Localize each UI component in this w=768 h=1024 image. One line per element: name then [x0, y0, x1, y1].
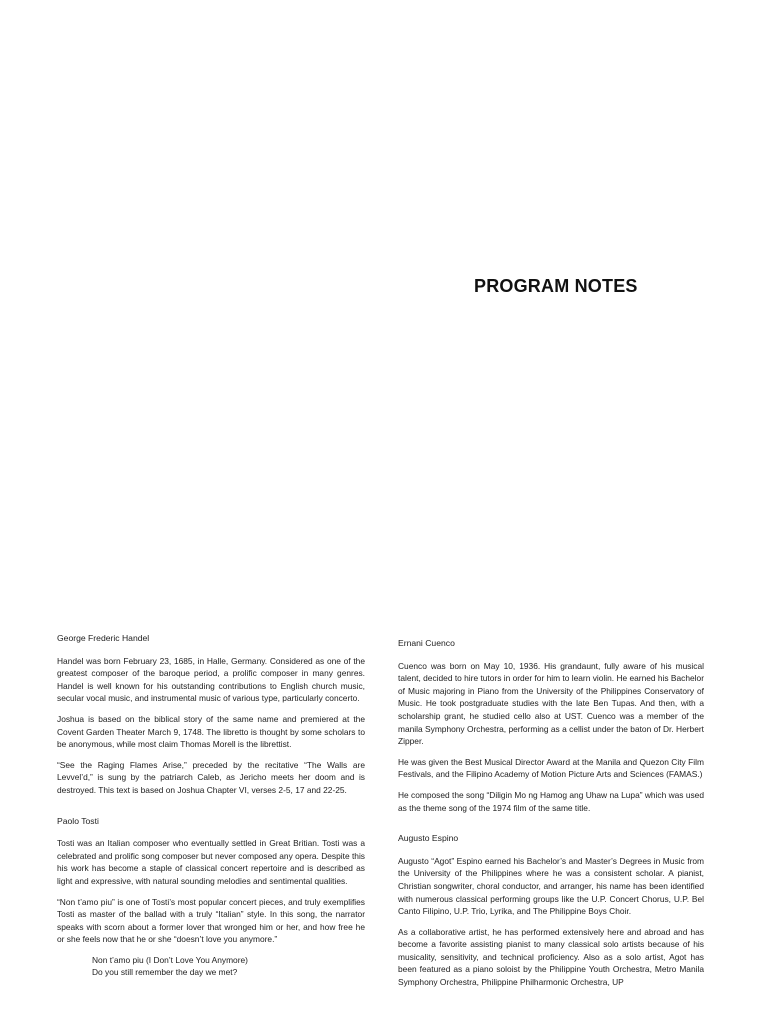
tosti-paragraph-1: Tosti was an Italian composer who eventually settled in Great Britian. Tosti was a celebrated and prolific song composer but never composed any opera. Despite this his work has become a staple of classical concert repertoire and is described as light and expressive, with natural sounding melodies and sentimental qualities. — [57, 838, 365, 886]
tosti-section — [57, 815, 365, 980]
song-line-2: Do you still remember the day we met? — [92, 967, 238, 978]
cuenco-heading: Ernani Cuenco — [398, 638, 455, 648]
tosti-paragraph-2: “Non t’amo piu” is one of Tosti’s most popular concert pieces, and truly exemplifies Tosti as master of the ballad with a truly “Italian” style. In this song, the narrator speaks with scorn about a former lover that wronged him or her, and how free he or she feels now that he or she “doesn’t love you anymore.” — [57, 896, 365, 945]
left-column — [57, 632, 365, 997]
handel-paragraph-3: “See the Raging Flames Arise,” preceded by the recitative “The Walls are Levvel’d,” is sung by the patriarch Caleb, as Jericho meets her doom and is destroyed. This text is based on Joshua Chapter VI, verses 2-5, 17 and 22-25. — [57, 759, 365, 795]
song-line-1: Non t’amo piu (I Don’t Love You Anymore) — [92, 954, 248, 965]
cuenco-section — [398, 637, 704, 814]
espino-paragraph-2: As a collaborative artist, he has performed extensively here and abroad and has become a favorite assisting pianist to many classical solo artists because of his musicality, sensitivity, and technical proficiency. Also as a solo artist, Agot has been featured as a piano soloist by the Philippine Youth Orchestra, Metro Manila Symphony Orchestra, Philippine Philharmonic Orchestra, UP — [398, 926, 704, 988]
tosti-heading: Paolo Tosti — [57, 815, 99, 826]
cuenco-paragraph-1: Cuenco was born on May 10, 1936. His grandaunt, fully aware of his musical talent, decided to hire tutors in order for him to learn violin. He earned his Bachelor of Music majoring in Piano from the University of the Philippines Conservatory of Music. He took postgraduate studies with the late Ben Tupas. And then, with a scholarship grant, he studied cello also at UST. Cuenco was a member of the manila Symphony Orchestra, performing as a cellist under the baton of Dr. Herbert Zipper. — [398, 660, 704, 747]
handel-section — [57, 632, 365, 797]
page-title: PROGRAM NOTES — [474, 276, 638, 296]
handel-paragraph-1: Handel was born February 23, 1685, in Halle, Germany. Considered as one of the greatest composer of the baroque period, a prolific composer in many genres. Handel is well known for his outstanding contributions to English church music, secular vocal music, and instrumental music of various type, particularly concerto. — [57, 655, 365, 704]
song-excerpt — [92, 954, 365, 979]
cuenco-paragraph-2: He was given the Best Musical Director Award at the Manila and Quezon City Film Festivals, and the Filipino Academy of Motion Picture Arts and Sciences (FAMAS.) — [398, 756, 704, 780]
right-column — [398, 637, 704, 1007]
handel-paragraph-2: Joshua is based on the biblical story of the same name and premiered at the Covent Garden Theater March 9, 1748. The libretto is thought by some scholars to be anonymous, while most claim Thomas Morell is the librettist. — [57, 713, 365, 750]
espino-heading: Augusto Espino — [398, 833, 459, 844]
handel-heading: George Frederic Handel — [57, 633, 150, 643]
cuenco-paragraph-3: He composed the song “Diligin Mo ng Hamog ang Uhaw na Lupa” which was used as the theme song of the 1974 film of the same title. — [398, 789, 704, 813]
espino-section — [398, 832, 704, 989]
espino-paragraph-1: Augusto “Agot” Espino earned his Bachelor’s and Master’s Degrees in Music from the University of the Philippines where he was a consistent scholar. A pianist, Christian songwriter, choral conductor, and arranger, his name has been identified with numerous classical performing groups like the U.P. Concert Chorus, U.P. Bel Canto Filipino, U.P. Trio, Lyrika, and The Philippine Boys Choir. — [398, 855, 704, 917]
